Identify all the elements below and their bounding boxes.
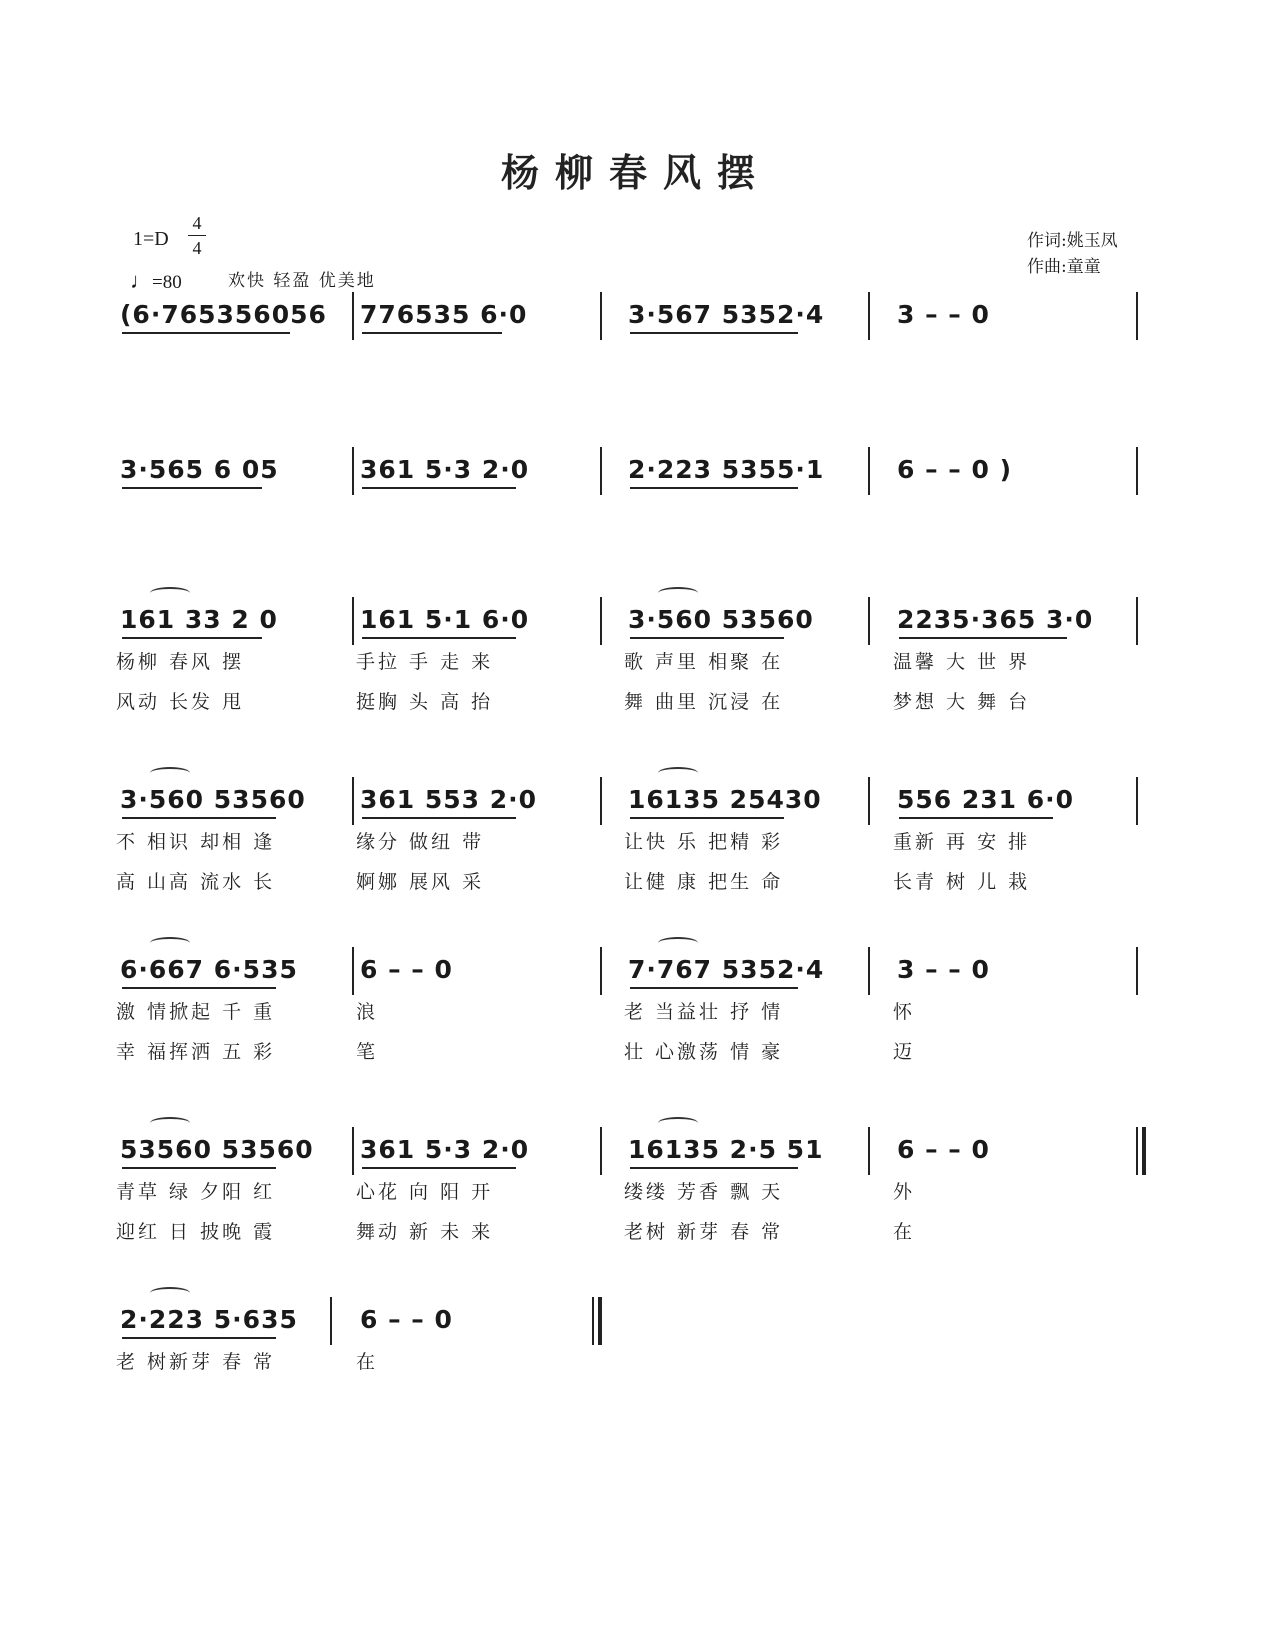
slur-mark: [150, 1287, 190, 1299]
lyric-text: 温馨 大 世 界: [893, 651, 1031, 673]
beam-underline: [899, 817, 1053, 819]
beam-underline: [362, 1167, 516, 1169]
composer-credit: 作曲:童童: [1027, 257, 1101, 277]
measure-notes: 3 – – 0: [897, 955, 990, 984]
credits: [1027, 228, 1118, 280]
beam-underline: [362, 637, 516, 639]
barline: [600, 1127, 602, 1175]
beam-underline: [630, 817, 784, 819]
lyric-text: 笔: [356, 1041, 379, 1063]
beam-underline: [630, 637, 784, 639]
measure-notes: (6·765356056: [120, 300, 327, 329]
lyric-text: 手拉 手 走 来: [356, 651, 494, 673]
barline: [600, 777, 602, 825]
measure-notes: 7·767 5352·4: [628, 955, 825, 984]
lyric-text: 舞 曲里 沉浸 在: [624, 691, 784, 713]
quarter-note-icon: ♩: [130, 268, 152, 293]
beam-underline: [122, 817, 276, 819]
lyric-text: 在: [356, 1351, 379, 1373]
slur-mark: [150, 767, 190, 779]
measure-notes: 161 5·1 6·0: [360, 605, 530, 634]
lyric-text: 风动 长发 甩: [116, 691, 245, 713]
slur-mark: [658, 767, 698, 779]
barline: [1136, 597, 1138, 645]
barline: [868, 447, 870, 495]
beam-underline: [630, 487, 798, 489]
beam-underline: [630, 332, 798, 334]
lyric-text: 缘分 做纽 带: [356, 831, 485, 853]
barline: [868, 597, 870, 645]
barline: [1136, 1127, 1138, 1175]
measure-notes: 3·560 53560: [628, 605, 814, 634]
time-signature-top: 4: [192, 213, 202, 233]
barline: [352, 292, 354, 340]
time-signature: [188, 212, 206, 259]
beam-underline: [122, 1167, 276, 1169]
lyric-text: 老 树新芽 春 常: [116, 1351, 276, 1373]
measure-notes: 6 – – 0 ): [897, 455, 1013, 484]
measure-notes: 556 231 6·0: [897, 785, 1075, 814]
beam-underline: [899, 637, 1067, 639]
lyric-text: 浪: [356, 1001, 379, 1023]
measure-notes: 776535 6·0: [360, 300, 528, 329]
lyric-text: 心花 向 阳 开: [356, 1181, 494, 1203]
measure-notes: 6 – – 0: [360, 1305, 453, 1334]
barline: [352, 1127, 354, 1175]
lyric-text: 重新 再 安 排: [893, 831, 1031, 853]
barline: [1136, 292, 1138, 340]
lyric-text: 高 山高 流水 长: [116, 871, 276, 893]
barline: [352, 947, 354, 995]
measure-notes: 3·565 6 05: [120, 455, 279, 484]
barline: [600, 597, 602, 645]
measure-notes: 6·667 6·535: [120, 955, 298, 984]
lyric-text: 杨柳 春风 摆: [116, 651, 245, 673]
beam-underline: [630, 1167, 798, 1169]
barline: [1136, 447, 1138, 495]
lyric-text: 舞动 新 未 来: [356, 1221, 494, 1243]
lyricist-credit: 作词:姚玉凤: [1027, 231, 1118, 251]
lyric-text: 让健 康 把生 命: [624, 871, 784, 893]
measure-notes: 2·223 5355·1: [628, 455, 825, 484]
beam-underline: [122, 1337, 276, 1339]
beam-underline: [122, 987, 276, 989]
measure-notes: 2·223 5·635: [120, 1305, 298, 1334]
lyric-text: 壮 心激荡 情 豪: [624, 1041, 784, 1063]
lyric-text: 激 情掀起 千 重: [116, 1001, 276, 1023]
tempo-marking: [130, 268, 182, 294]
lyric-text: 长青 树 儿 栽: [893, 871, 1031, 893]
time-signature-divider: [188, 235, 206, 236]
beam-underline: [362, 817, 516, 819]
barline: [330, 1297, 332, 1345]
beam-underline: [630, 987, 798, 989]
measure-notes: 16135 25430: [628, 785, 822, 814]
beam-underline: [122, 332, 290, 334]
lyric-text: 迎红 日 披晚 霞: [116, 1221, 276, 1243]
measure-notes: 53560 53560: [120, 1135, 314, 1164]
time-signature-bottom: 4: [192, 238, 202, 258]
double-barline: [598, 1297, 602, 1345]
lyric-text: 歌 声里 相聚 在: [624, 651, 784, 673]
barline: [592, 1297, 594, 1345]
beam-underline: [362, 332, 502, 334]
page-title: 杨柳春风摆: [500, 151, 771, 195]
double-barline: [1142, 1127, 1146, 1175]
expression-marking: 欢快 轻盈 优美地: [228, 271, 376, 291]
key-signature: 1=D: [133, 228, 169, 250]
lyric-text: 怀: [893, 1001, 916, 1023]
barline: [600, 447, 602, 495]
barline: [868, 947, 870, 995]
barline: [352, 777, 354, 825]
barline: [1136, 947, 1138, 995]
slur-mark: [658, 1117, 698, 1129]
barline: [600, 947, 602, 995]
measure-notes: 2235·365 3·0: [897, 605, 1094, 634]
lyric-text: 让快 乐 把精 彩: [624, 831, 784, 853]
barline: [352, 597, 354, 645]
lyric-text: 梦想 大 舞 台: [893, 691, 1031, 713]
measure-notes: 161 33 2 0: [120, 605, 278, 634]
measure-notes: 3·567 5352·4: [628, 300, 825, 329]
barline: [600, 292, 602, 340]
measure-notes: 3 – – 0: [897, 300, 990, 329]
measure-notes: 6 – – 0: [897, 1135, 990, 1164]
lyric-text: 挺胸 头 高 抬: [356, 691, 494, 713]
slur-mark: [658, 587, 698, 599]
lyric-text: 幸 福挥洒 五 彩: [116, 1041, 276, 1063]
barline: [868, 1127, 870, 1175]
slur-mark: [658, 937, 698, 949]
measure-notes: 6 – – 0: [360, 955, 453, 984]
slur-mark: [150, 937, 190, 949]
lyric-text: 老 当益壮 抒 情: [624, 1001, 784, 1023]
measure-notes: 16135 2·5 51: [628, 1135, 824, 1164]
beam-underline: [362, 487, 516, 489]
lyric-text: 青草 绿 夕阳 红: [116, 1181, 276, 1203]
tempo-value: =80: [152, 272, 182, 293]
measure-notes: 361 553 2·0: [360, 785, 538, 814]
lyric-text: 在: [893, 1221, 916, 1243]
lyric-text: 婀娜 展风 采: [356, 871, 485, 893]
slur-mark: [150, 1117, 190, 1129]
measure-notes: 3·560 53560: [120, 785, 306, 814]
lyric-text: 不 相识 却相 逢: [116, 831, 276, 853]
beam-underline: [122, 487, 262, 489]
lyric-text: 老树 新芽 春 常: [624, 1221, 784, 1243]
barline: [1136, 777, 1138, 825]
lyric-text: 外: [893, 1181, 916, 1203]
barline: [868, 292, 870, 340]
measure-notes: 361 5·3 2·0: [360, 455, 530, 484]
beam-underline: [122, 637, 262, 639]
measure-notes: 361 5·3 2·0: [360, 1135, 530, 1164]
barline: [352, 447, 354, 495]
lyric-text: 迈: [893, 1041, 916, 1063]
barline: [868, 777, 870, 825]
lyric-text: 缕缕 芳香 飘 天: [624, 1181, 784, 1203]
slur-mark: [150, 587, 190, 599]
